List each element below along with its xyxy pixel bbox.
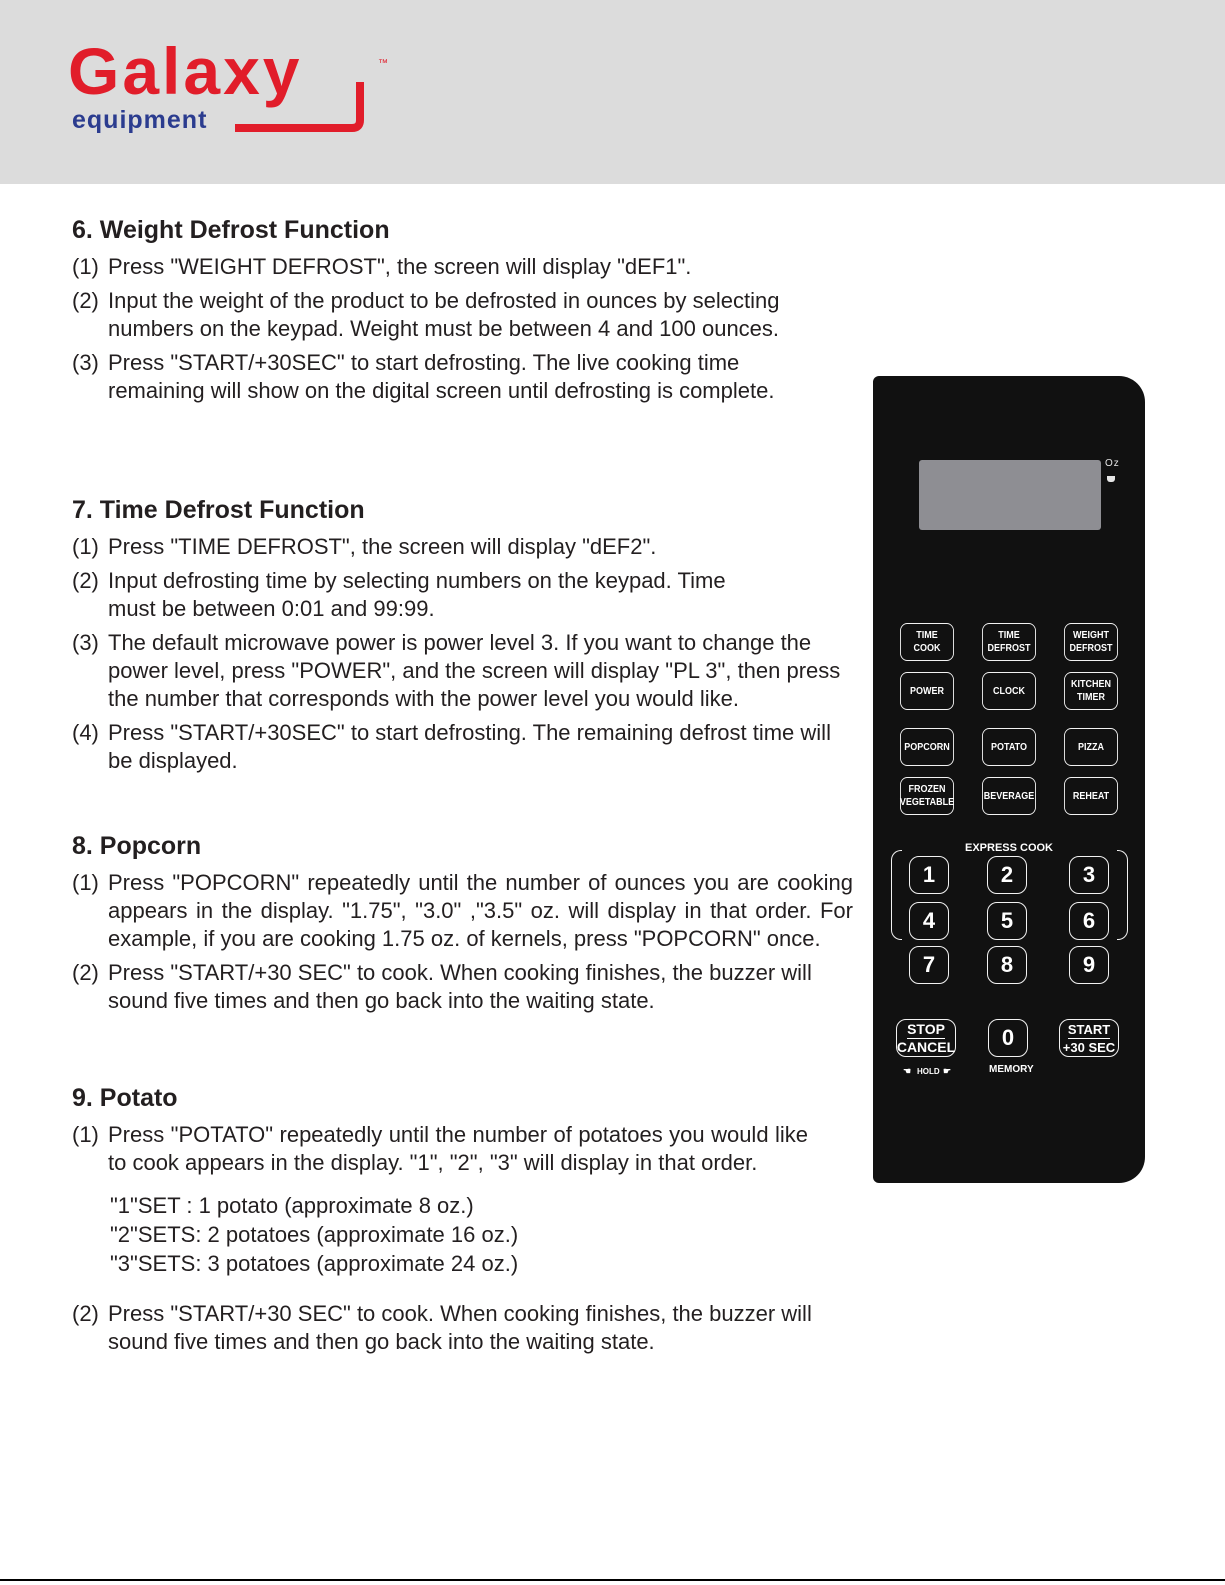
potato-set-item: "1"SET : 1 potato (approximate 8 oz.) xyxy=(110,1193,474,1218)
footer-rule xyxy=(0,1579,1225,1581)
frozen-vegetable-button[interactable]: FROZEN VEGETABLE xyxy=(900,777,954,815)
step xyxy=(72,287,808,343)
potato-button[interactable]: POTATO xyxy=(982,728,1036,766)
step-text: Press "START/+30 SEC" to cook. When cooking finishes, the buzzer will sound five times and then go back into the waiting state. xyxy=(108,960,812,1013)
express-bracket-right xyxy=(1117,850,1128,940)
beverage-button[interactable]: BEVERAGE xyxy=(982,777,1036,815)
digit-5-button[interactable]: 5 xyxy=(987,902,1027,940)
digit-3-button[interactable]: 3 xyxy=(1069,856,1109,894)
digit-9-button[interactable]: 9 xyxy=(1069,946,1109,984)
start-30sec-button[interactable] xyxy=(1059,1019,1119,1057)
step-number: (1) xyxy=(72,870,99,895)
microwave-control-panel xyxy=(873,376,1145,1183)
step xyxy=(72,1121,808,1177)
section-title: 6. Weight Defrost Function xyxy=(72,216,390,244)
step xyxy=(72,1300,838,1356)
step-text: Press "START/+30 SEC" to cook. When cooking finishes, the buzzer will sound five times and then go back into the waiting state. xyxy=(108,1301,812,1354)
express-cook-label: EXPRESS COOK xyxy=(964,842,1054,854)
section-title: 7. Time Defrost Function xyxy=(72,496,365,524)
step-number: (1) xyxy=(72,1122,99,1147)
logo-sub-text: equipment xyxy=(72,106,208,134)
logo-tm: ™ xyxy=(378,58,388,69)
digit-8-button[interactable]: 8 xyxy=(987,946,1027,984)
digit-2-button[interactable]: 2 xyxy=(987,856,1027,894)
start-label: START xyxy=(1067,1021,1111,1037)
express-bracket-left xyxy=(891,850,902,940)
section-time-defrost xyxy=(72,496,842,781)
time-cook-button[interactable]: TIME COOK xyxy=(900,623,954,661)
section-potato xyxy=(72,1084,852,1362)
digit-7-button[interactable]: 7 xyxy=(909,946,949,984)
kitchen-timer-button[interactable]: KITCHEN TIMER xyxy=(1064,672,1118,710)
time-defrost-button[interactable]: TIME DEFROST xyxy=(982,623,1036,661)
step xyxy=(72,567,728,623)
stop-cancel-button[interactable] xyxy=(896,1019,956,1057)
step-number: (4) xyxy=(72,720,99,745)
step xyxy=(72,253,832,281)
hold-hand-icon-right: ☛ xyxy=(943,1066,952,1076)
digital-display xyxy=(919,460,1101,530)
step-text: Press "START/+30SEC" to start defrosting. The remaining defrost time will be displayed. xyxy=(108,720,831,773)
page-header xyxy=(0,0,1225,184)
digit-0-button[interactable]: 0 xyxy=(988,1019,1028,1057)
step xyxy=(72,719,838,775)
step xyxy=(72,533,842,561)
pizza-button[interactable]: PIZZA xyxy=(1064,728,1118,766)
plus-30-sec-label: +30 SEC xyxy=(1062,1039,1116,1055)
step-text: Press "START/+30SEC" to start defrosting. The live cooking time remaining will show on the digital screen until defrosting is complete. xyxy=(108,350,775,403)
section-title: 8. Popcorn xyxy=(72,832,202,860)
potato-set-item: "3"SETS: 3 potatoes (approximate 24 oz.) xyxy=(110,1251,519,1276)
step xyxy=(72,869,853,953)
step-number: (1) xyxy=(72,534,99,559)
step-number: (2) xyxy=(72,1301,99,1326)
step-text: Press "WEIGHT DEFROST", the screen will display "dEF1". xyxy=(108,254,692,279)
section-weight-defrost xyxy=(72,216,832,411)
step-text: Input the weight of the product to be defrosted in ounces by selecting numbers on the keypad. Weight must be between 4 and 100 ounces. xyxy=(108,288,780,341)
memory-label: MEMORY xyxy=(989,1064,1034,1075)
step xyxy=(72,959,828,1015)
section-title: 9. Potato xyxy=(72,1084,178,1112)
step-number: (2) xyxy=(72,568,99,593)
potato-set-item: "2"SETS: 2 potatoes (approximate 16 oz.) xyxy=(110,1222,519,1247)
step-text: Input defrosting time by selecting numbers on the keypad. Time must be between 0:01 and 99:99. xyxy=(108,568,726,621)
clock-button[interactable]: CLOCK xyxy=(982,672,1036,710)
power-button[interactable]: POWER xyxy=(900,672,954,710)
popcorn-button[interactable]: POPCORN xyxy=(900,728,954,766)
digit-4-button[interactable]: 4 xyxy=(909,902,949,940)
hold-label: HOLD xyxy=(917,1067,940,1076)
step-text: Press "POTATO" repeatedly until the number of potatoes you would like to cook appears in the display. "1", "2", "3" will display in that order. xyxy=(108,1122,808,1175)
digit-1-button[interactable]: 1 xyxy=(909,856,949,894)
section-popcorn xyxy=(72,832,852,1021)
cancel-label: CANCEL xyxy=(896,1038,956,1055)
step-text: The default microwave power is power level 3. If you want to change the power level, press "POWER", and the screen will display "PL 3", then press the number that corresponds with the power level you would like. xyxy=(108,630,841,711)
logo-brand-text: Galaxy xyxy=(68,34,303,108)
digit-6-button[interactable]: 6 xyxy=(1069,902,1109,940)
step-text: Press "POPCORN" repeatedly until the number of ounces you are cooking appears in the display. "1.75", "3.0" ,"3.5" oz. will display in that order. For example, if you are cooking 1.75 oz. of kernels, press "POPCORN" once. xyxy=(108,870,853,951)
step-text: Press "TIME DEFROST", the screen will display "dEF2". xyxy=(108,534,657,559)
reheat-button[interactable]: REHEAT xyxy=(1064,777,1118,815)
step-number: (1) xyxy=(72,254,99,279)
step-number: (3) xyxy=(72,350,99,375)
step xyxy=(72,349,778,405)
oz-indicator: Oz xyxy=(1105,458,1120,469)
step-number: (3) xyxy=(72,630,99,655)
galaxy-equipment-logo xyxy=(60,30,400,140)
weight-defrost-button[interactable]: WEIGHT DEFROST xyxy=(1064,623,1118,661)
step xyxy=(72,629,868,713)
hold-hand-icon: ☚ xyxy=(903,1066,912,1076)
stop-label: STOP xyxy=(907,1020,945,1037)
potato-sets-list xyxy=(72,1191,852,1278)
step-number: (2) xyxy=(72,960,99,985)
step-number: (2) xyxy=(72,288,99,313)
cup-icon xyxy=(1107,476,1115,482)
